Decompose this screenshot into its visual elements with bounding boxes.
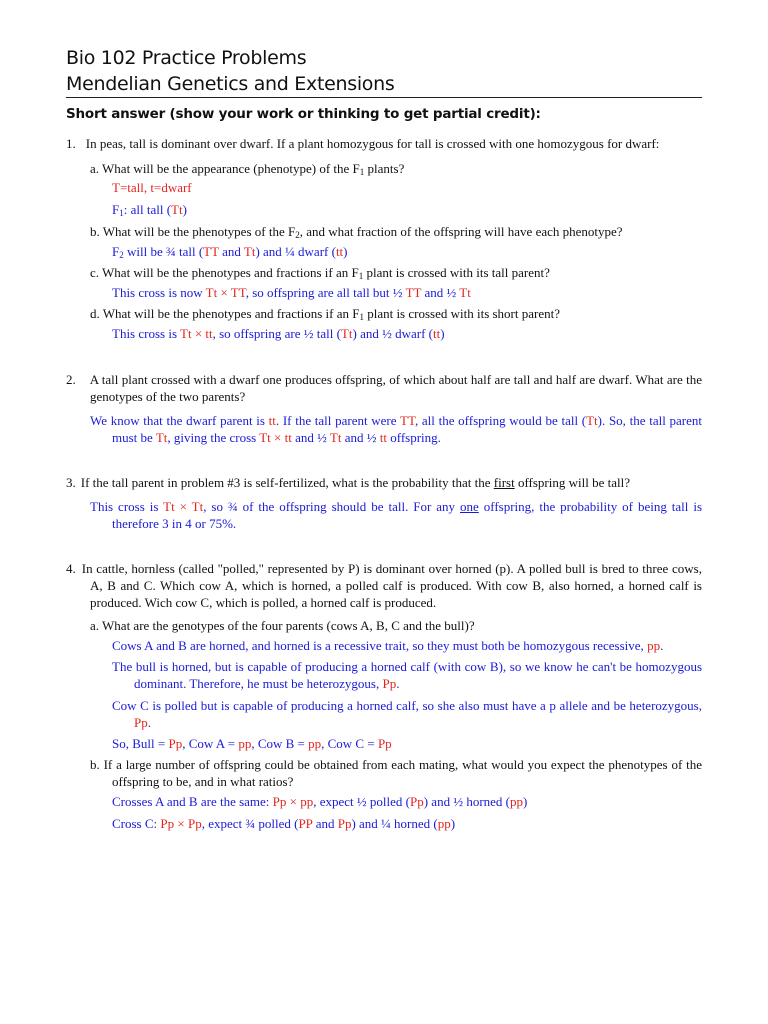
question-4b: b. If a large number of offspring could be obtained from each mating, what would you expect the phenotypes of the offspring to be, and in what ratios? [90,757,702,789]
title-divider [66,97,702,98]
question-number: 3. [66,475,76,490]
answer-4b-cross-c: Cross C: Pp × Pp, expect ¾ polled (PP and Pp) and ¼ horned (pp) [112,816,456,831]
answer-1c: This cross is now Tt × TT, so offspring are all tall but ½ TT and ½ Tt [112,285,471,300]
document-subtitle: Mendelian Genetics and Extensions [66,73,395,95]
answer-4a-cows-ab: Cows A and B are horned, and horned is a recessive trait, so they must both be homozygous recessive, pp. [112,638,664,653]
question-1d: d. What will be the phenotypes and fractions if an $F_1$ plant is crossed with its short parent? [90,306,561,322]
answer-1b: $F_2$ will be ¾ tall (TT and Tt) and ¼ dwarf (tt) [112,244,348,260]
answer-1d: This cross is Tt × tt, so offspring are ½ tall (Tt) and ½ dwarf (tt) [112,326,445,341]
question-number: 4. [66,561,76,576]
answer-2: We know that the dwarf parent is tt. If the tall parent were TT, all the offspring would be tall (Tt). So, the tall parent must be Tt, giving the cross Tt × tt and ½ Tt and ½ tt offspring. [90,413,703,445]
question-4 [66,560,702,611]
section-heading: Short answer (show your work or thinking to get partial credit): [66,106,541,122]
question-text: In peas, tall is dominant over dwarf. If a plant homozygous for tall is crossed with one homozygous for dwarf: [85,136,660,151]
question-text: In cattle, hornless (called "polled," represented by P) is dominant over horned (p). A polled bull is bred to three cows, A, B and C. Which cow A, which is horned, a polled calf is produced. With cow B, also horned, a horned calf is produced. Wich cow C, which is polled, a horned calf is produced. [81,561,702,610]
question-number: 1. [66,136,76,151]
question-1b: b. What will be the phenotypes of the $F_2$, and what fraction of the offspring will have each phenotype? [90,224,623,240]
question-2 [66,371,702,405]
answer-1a: $F_1$: all tall (Tt) [112,202,187,218]
answer-1a-key: T=tall, t=dwarf [112,180,192,195]
answer-4a-summary: So, Bull = Pp, Cow A = pp, Cow B = pp, Cow C = Pp [112,736,392,751]
question-number: 2. [66,372,76,387]
question-1 [66,135,659,152]
question-1a: a. What will be the appearance (phenotype) of the $F_1$ plants? [90,161,405,177]
question-3: 3. If the tall parent in problem #3 is self-fertilized, what is the probability that the first offspring will be tall? [66,475,630,490]
answer-4b-crosses-ab: Crosses A and B are the same: Pp × pp, expect ½ polled (Pp) and ½ horned (pp) [112,794,528,809]
question-text: A tall plant crossed with a dwarf one produces offspring, of which about half are tall and half are dwarf. What are the genotypes of the two parents? [89,372,702,404]
document-title: Bio 102 Practice Problems [66,47,307,69]
answer-3: This cross is Tt × Tt, so ¾ of the offspring should be tall. For any one offspring, the probability of being tall is therefore 3 in 4 or 75%. [90,499,703,531]
question-1c: c. What will be the phenotypes and fractions if an $F_1$ plant is crossed with its tall parent? [90,265,550,281]
question-4a: a. What are the genotypes of the four parents (cows A, B, C and the bull)? [90,618,475,633]
answer-4a-bull: The bull is horned, but is capable of producing a horned calf (with cow B), so we know he can't be homozygous dominant. Therefore, he must be heterozygous, Pp. [112,659,702,691]
answer-4a-cow-c: Cow C is polled but is capable of producing a horned calf, so she also must have a p allele and be heterozygous, Pp. [112,698,702,730]
